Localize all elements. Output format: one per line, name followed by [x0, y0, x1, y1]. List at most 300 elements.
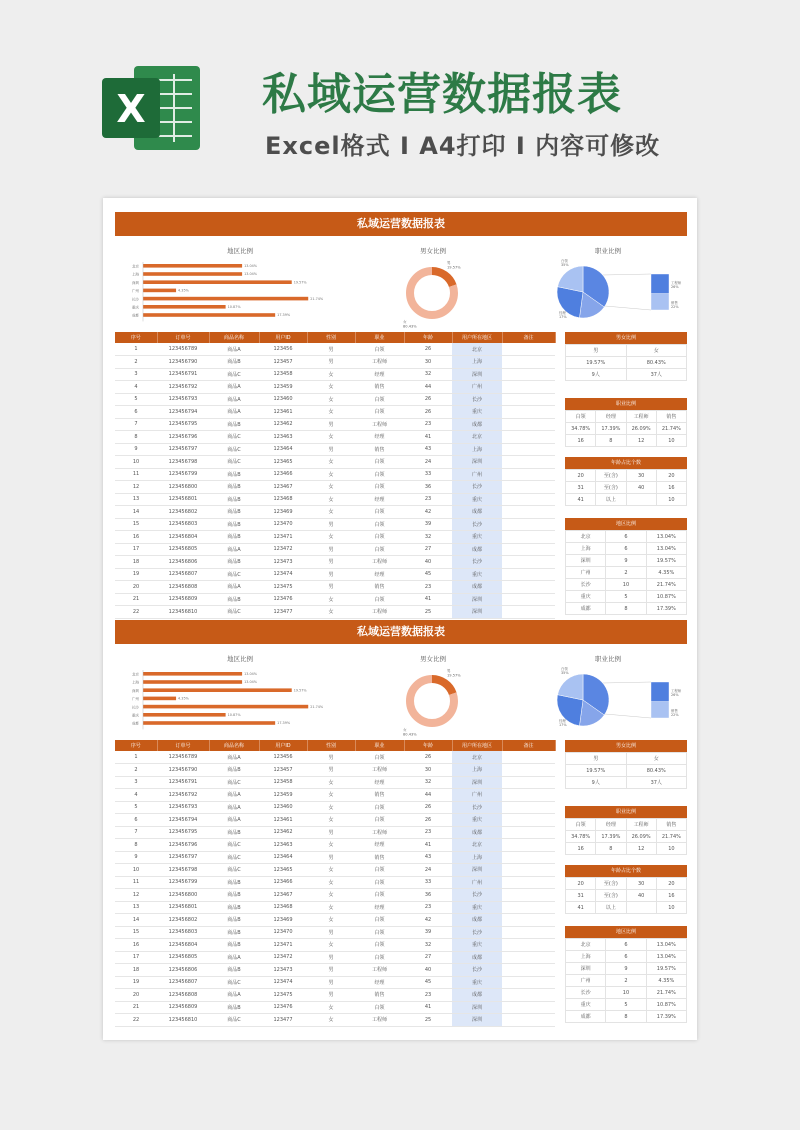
- table-cell: 商品C: [209, 839, 259, 852]
- table-cell: 123456803: [157, 926, 209, 939]
- table-cell: 123463: [259, 431, 307, 444]
- region-summary-cell: 8: [606, 603, 646, 615]
- table-cell: 123476: [259, 1001, 307, 1014]
- table-cell: 25: [404, 1014, 452, 1027]
- table-cell: 33: [404, 468, 452, 481]
- age-summary-row: [566, 482, 687, 494]
- region-bar-value-label: 19.57%: [293, 688, 307, 693]
- table-cell: 深圳: [452, 456, 502, 469]
- job-pie-chart: [555, 256, 695, 326]
- table-cell: 白领: [355, 468, 404, 481]
- table-cell: 40: [404, 556, 452, 569]
- table-cell: 26: [404, 801, 452, 814]
- column-header: 年龄: [404, 740, 452, 751]
- region-summary-row: [566, 987, 687, 999]
- column-header: 序号: [115, 740, 157, 751]
- table-cell: 上海: [452, 356, 502, 369]
- table-cell: 123456794: [157, 406, 209, 419]
- table-cell: 123464: [259, 851, 307, 864]
- gender-summary-cell: 9人: [566, 777, 627, 789]
- region-summary-cell: 2: [606, 567, 646, 579]
- region-summary-cell: 北京: [566, 939, 606, 951]
- region-bar-value-label: 13.04%: [244, 672, 258, 676]
- table-cell: 123456796: [157, 431, 209, 444]
- table-cell: 123456810: [157, 1014, 209, 1027]
- table-cell: 商品B: [209, 826, 259, 839]
- region-chart-title: 地区比例: [227, 247, 253, 255]
- table-cell: [502, 418, 555, 431]
- job-pie-value-label: 17%: [559, 723, 567, 727]
- table-cell: 123468: [259, 901, 307, 914]
- table-cell: 6: [115, 406, 157, 419]
- age-summary-cell: 16: [656, 890, 686, 902]
- table-cell: [502, 356, 555, 369]
- gender-donut-chart: [397, 666, 467, 736]
- table-cell: 男: [307, 826, 355, 839]
- region-bar-value-label: 21.74%: [310, 296, 324, 301]
- table-cell: 123463: [259, 839, 307, 852]
- age-summary-cell: 以上: [596, 494, 626, 506]
- table-cell: 白领: [355, 531, 404, 544]
- table-cell: 32: [404, 939, 452, 952]
- table-cell: 商品A: [209, 406, 259, 419]
- region-summary-title: 地区比例: [565, 926, 687, 938]
- table-cell: [502, 976, 555, 989]
- table-cell: 商品C: [209, 1014, 259, 1027]
- table-cell: 36: [404, 889, 452, 902]
- age-summary-cell: 16: [656, 482, 686, 494]
- age-summary-row: [566, 878, 687, 890]
- table-row: [115, 776, 555, 789]
- job-pie-value-label: 35%: [561, 671, 569, 675]
- region-summary-cell: 13.04%: [646, 543, 686, 555]
- table-cell: 工程师: [355, 606, 404, 619]
- table-cell: 重庆: [452, 939, 502, 952]
- table-cell: 商品C: [209, 568, 259, 581]
- table-cell: 123456800: [157, 481, 209, 494]
- job-summary-row: [566, 423, 687, 435]
- region-summary-cell: 广州: [566, 567, 606, 579]
- job-pie-value-label: 17%: [559, 315, 567, 319]
- table-cell: 白领: [355, 406, 404, 419]
- job-summary-row: [566, 411, 687, 423]
- job-pie-category-label: 工程师: [671, 689, 682, 693]
- age-summary-cell: 41: [566, 902, 596, 914]
- table-cell: [502, 368, 555, 381]
- table-cell: [502, 864, 555, 877]
- table-cell: 123456801: [157, 493, 209, 506]
- table-cell: 32: [404, 368, 452, 381]
- table-cell: [502, 468, 555, 481]
- region-summary-cell: 21.74%: [646, 579, 686, 591]
- age-summary-row: [566, 902, 687, 914]
- region-summary-cell: 成都: [566, 1011, 606, 1023]
- region-summary-row: [566, 1011, 687, 1023]
- region-bar: [143, 680, 242, 684]
- table-cell: 123456801: [157, 901, 209, 914]
- gender-donut-category-label: 男: [447, 669, 451, 673]
- table-row: [115, 381, 555, 394]
- job-summary-cell: 白领: [566, 411, 596, 423]
- gender-summary-cell: 女: [626, 345, 687, 357]
- table-row: [115, 568, 555, 581]
- table-cell: 销售: [355, 989, 404, 1002]
- region-summary-cell: 9: [606, 963, 646, 975]
- column-header: 商品名称: [209, 332, 259, 343]
- region-summary-cell: 13.04%: [646, 951, 686, 963]
- table-cell: [502, 751, 555, 764]
- table-row: [115, 939, 555, 952]
- table-cell: [502, 481, 555, 494]
- table-cell: 女: [307, 839, 355, 852]
- table-cell: 14: [115, 506, 157, 519]
- region-summary-cell: 8: [606, 1011, 646, 1023]
- table-cell: 123475: [259, 581, 307, 594]
- table-cell: 女: [307, 939, 355, 952]
- table-cell: 123466: [259, 468, 307, 481]
- table-cell: 123474: [259, 568, 307, 581]
- table-cell: 30: [404, 764, 452, 777]
- age-summary-row: [566, 494, 687, 506]
- region-bar-value-label: 13.04%: [244, 680, 258, 685]
- gender-summary-table: [565, 332, 687, 381]
- table-cell: 长沙: [452, 393, 502, 406]
- table-cell: 123471: [259, 531, 307, 544]
- column-header: 职业: [355, 332, 404, 343]
- table-cell: 女: [307, 531, 355, 544]
- table-cell: 商品C: [209, 368, 259, 381]
- region-bar-value-label: 4.35%: [178, 288, 189, 293]
- table-cell: 女: [307, 876, 355, 889]
- table-cell: 商品C: [209, 443, 259, 456]
- column-header: 备注: [502, 332, 555, 343]
- table-cell: 123459: [259, 789, 307, 802]
- gender-donut-value-label: 19.57%: [447, 673, 461, 678]
- table-cell: 成都: [452, 826, 502, 839]
- table-cell: 重庆: [452, 976, 502, 989]
- table-cell: 23: [404, 493, 452, 506]
- table-cell: 女: [307, 506, 355, 519]
- table-cell: 42: [404, 506, 452, 519]
- table-cell: [502, 343, 555, 356]
- region-summary-cell: 21.74%: [646, 987, 686, 999]
- region-summary-row: [566, 567, 687, 579]
- table-cell: 白领: [355, 393, 404, 406]
- table-cell: 女: [307, 481, 355, 494]
- table-cell: 19: [115, 976, 157, 989]
- table-cell: 2: [115, 356, 157, 369]
- job-summary-title: 职业比例: [565, 806, 687, 818]
- table-cell: 女: [307, 901, 355, 914]
- gender-donut-category-label: 男: [447, 261, 451, 265]
- table-cell: 商品A: [209, 543, 259, 556]
- table-cell: 4: [115, 789, 157, 802]
- table-cell: 123456806: [157, 556, 209, 569]
- table-cell: 123456798: [157, 456, 209, 469]
- table-cell: 123456795: [157, 418, 209, 431]
- table-cell: 123477: [259, 606, 307, 619]
- table-cell: 商品C: [209, 864, 259, 877]
- job-summary-cell: 16: [566, 435, 596, 447]
- table-cell: 17: [115, 543, 157, 556]
- table-cell: 女: [307, 368, 355, 381]
- region-bar-value-label: 17.39%: [277, 721, 291, 726]
- table-cell: 26: [404, 343, 452, 356]
- age-summary-cell: 20: [566, 878, 596, 890]
- report-block: [115, 620, 687, 1028]
- table-cell: 销售: [355, 851, 404, 864]
- job-chart-title: 职业比例: [595, 655, 621, 663]
- table-cell: [502, 493, 555, 506]
- gender-donut-value-label: 80.43%: [403, 324, 417, 328]
- table-cell: 123465: [259, 456, 307, 469]
- table-cell: 45: [404, 976, 452, 989]
- table-cell: [502, 839, 555, 852]
- job-pie-category-label: 经理: [559, 719, 566, 723]
- table-cell: 经理: [355, 368, 404, 381]
- table-cell: 长沙: [452, 518, 502, 531]
- hero-header: [0, 0, 800, 190]
- region-bar-value-label: 4.35%: [178, 696, 189, 701]
- table-cell: 24: [404, 864, 452, 877]
- table-cell: 经理: [355, 568, 404, 581]
- age-summary-cell: 31: [566, 890, 596, 902]
- table-cell: 女: [307, 606, 355, 619]
- region-summary-cell: 成都: [566, 603, 606, 615]
- table-cell: 10: [115, 456, 157, 469]
- age-summary-cell: 20: [566, 470, 596, 482]
- table-cell: 16: [115, 531, 157, 544]
- table-cell: 工程师: [355, 556, 404, 569]
- table-cell: 123473: [259, 964, 307, 977]
- region-bar-value-label: 10.87%: [227, 305, 241, 309]
- table-cell: 11: [115, 876, 157, 889]
- region-summary-cell: 19.57%: [646, 963, 686, 975]
- table-cell: 123465: [259, 864, 307, 877]
- table-cell: 123459: [259, 381, 307, 394]
- table-row: [115, 456, 555, 469]
- age-summary-cell: 10: [656, 494, 686, 506]
- region-summary-row: [566, 591, 687, 603]
- table-cell: 商品C: [209, 606, 259, 619]
- table-cell: 重庆: [452, 493, 502, 506]
- table-cell: 123468: [259, 493, 307, 506]
- job-summary-cell: 12: [626, 843, 656, 855]
- table-cell: 工程师: [355, 826, 404, 839]
- table-row: [115, 468, 555, 481]
- table-cell: 白领: [355, 481, 404, 494]
- job-summary-cell: 17.39%: [596, 423, 626, 435]
- table-cell: 商品B: [209, 889, 259, 902]
- column-header: 用户所在地区: [452, 332, 502, 343]
- table-cell: 深圳: [452, 606, 502, 619]
- table-cell: 长沙: [452, 481, 502, 494]
- table-cell: 21: [115, 1001, 157, 1014]
- table-cell: 商品B: [209, 468, 259, 481]
- region-bar: [143, 672, 242, 676]
- job-pie-stack-bar: [651, 274, 669, 294]
- gender-summary-cell: 9人: [566, 369, 627, 381]
- job-summary-cell: 销售: [656, 411, 686, 423]
- age-summary-cell: 20: [656, 878, 686, 890]
- region-bar-category-label: 长沙: [131, 297, 139, 302]
- gender-summary-cell: 80.43%: [626, 765, 687, 777]
- table-cell: 商品C: [209, 976, 259, 989]
- table-cell: 123456792: [157, 789, 209, 802]
- table-cell: 123456: [259, 751, 307, 764]
- table-cell: 19: [115, 568, 157, 581]
- age-summary-cell: 30: [626, 878, 656, 890]
- table-cell: 26: [404, 814, 452, 827]
- table-row: [115, 889, 555, 902]
- table-cell: 123474: [259, 976, 307, 989]
- table-cell: 123476: [259, 593, 307, 606]
- table-cell: 商品B: [209, 556, 259, 569]
- table-cell: 广州: [452, 876, 502, 889]
- job-pie-value-label: 26%: [671, 693, 679, 697]
- hero-title: 私域运营数据报表: [262, 69, 622, 120]
- table-cell: 经理: [355, 901, 404, 914]
- table-cell: 123456807: [157, 976, 209, 989]
- job-summary-cell: 17.39%: [596, 831, 626, 843]
- job-pie-category-label: 经理: [559, 311, 566, 315]
- table-cell: 上海: [452, 764, 502, 777]
- table-cell: 36: [404, 481, 452, 494]
- gender-summary-cell: 男: [566, 345, 627, 357]
- gender-summary-cell: 37人: [626, 777, 687, 789]
- table-cell: 22: [115, 606, 157, 619]
- table-cell: 工程师: [355, 418, 404, 431]
- gender-summary-cell: 80.43%: [626, 357, 687, 369]
- age-summary-cell: 至(含): [596, 482, 626, 494]
- table-cell: 广州: [452, 789, 502, 802]
- table-cell: 长沙: [452, 889, 502, 902]
- table-row: [115, 989, 555, 1002]
- table-cell: 工程师: [355, 1014, 404, 1027]
- region-summary-table: [565, 518, 687, 615]
- region-summary-cell: 深圳: [566, 963, 606, 975]
- table-cell: [502, 951, 555, 964]
- table-cell: 23: [404, 826, 452, 839]
- table-cell: 白领: [355, 914, 404, 927]
- region-summary-cell: 上海: [566, 543, 606, 555]
- table-cell: 男: [307, 356, 355, 369]
- region-bar-value-label: 17.39%: [277, 313, 291, 318]
- table-cell: [502, 556, 555, 569]
- table-row: [115, 518, 555, 531]
- column-header: 职业: [355, 740, 404, 751]
- table-cell: 女: [307, 381, 355, 394]
- table-cell: 20: [115, 989, 157, 1002]
- table-cell: 26: [404, 406, 452, 419]
- table-cell: 123456808: [157, 581, 209, 594]
- region-bar-category-label: 重庆: [131, 305, 139, 310]
- table-cell: 男: [307, 951, 355, 964]
- region-bar-category-label: 成都: [131, 721, 139, 726]
- table-cell: 商品A: [209, 989, 259, 1002]
- table-cell: [502, 581, 555, 594]
- age-summary-table: [565, 865, 687, 914]
- job-summary-cell: 经理: [596, 819, 626, 831]
- region-bar: [143, 280, 292, 284]
- region-summary-cell: 重庆: [566, 999, 606, 1011]
- table-cell: [502, 443, 555, 456]
- table-cell: 成都: [452, 506, 502, 519]
- table-cell: [502, 889, 555, 902]
- table-row: [115, 356, 555, 369]
- table-cell: 女: [307, 776, 355, 789]
- table-row: [115, 926, 555, 939]
- table-cell: 白领: [355, 864, 404, 877]
- table-cell: 商品A: [209, 343, 259, 356]
- table-cell: 商品B: [209, 531, 259, 544]
- table-cell: 重庆: [452, 531, 502, 544]
- table-cell: 7: [115, 418, 157, 431]
- region-bar-value-label: 21.74%: [310, 704, 324, 709]
- job-summary-cell: 白领: [566, 819, 596, 831]
- table-cell: [502, 456, 555, 469]
- table-cell: [502, 606, 555, 619]
- table-row: [115, 1014, 555, 1027]
- region-summary-cell: 10.87%: [646, 999, 686, 1011]
- table-cell: 白领: [355, 506, 404, 519]
- age-summary-cell: 20: [656, 470, 686, 482]
- column-header: 性别: [307, 332, 355, 343]
- table-row: [115, 851, 555, 864]
- region-summary-row: [566, 603, 687, 615]
- table-row: [115, 443, 555, 456]
- table-cell: 男: [307, 568, 355, 581]
- table-cell: 123475: [259, 989, 307, 1002]
- region-bar-category-label: 广州: [131, 289, 139, 294]
- job-summary-table: [565, 806, 687, 855]
- table-row: [115, 901, 555, 914]
- table-cell: 41: [404, 1001, 452, 1014]
- table-cell: 23: [404, 418, 452, 431]
- table-cell: 15: [115, 926, 157, 939]
- orders-table: [115, 332, 556, 619]
- region-summary-table: [565, 926, 687, 1023]
- region-summary-row: [566, 939, 687, 951]
- table-header-row: [115, 740, 555, 751]
- table-cell: 深圳: [452, 368, 502, 381]
- table-cell: 商品B: [209, 926, 259, 939]
- region-bar-category-label: 北京: [131, 672, 139, 677]
- table-cell: 女: [307, 468, 355, 481]
- region-summary-cell: 上海: [566, 951, 606, 963]
- job-summary-row: [566, 831, 687, 843]
- table-cell: 成都: [452, 543, 502, 556]
- age-summary-cell: [626, 494, 656, 506]
- table-cell: 123461: [259, 814, 307, 827]
- table-cell: 39: [404, 518, 452, 531]
- region-summary-cell: 6: [606, 951, 646, 963]
- table-cell: 长沙: [452, 964, 502, 977]
- table-cell: 销售: [355, 381, 404, 394]
- region-bar: [143, 305, 226, 309]
- orders-table: [115, 740, 556, 1027]
- table-row: [115, 418, 555, 431]
- region-summary-cell: 4.35%: [646, 975, 686, 987]
- table-cell: 41: [404, 431, 452, 444]
- table-header-row: [115, 332, 555, 343]
- region-bar: [143, 697, 176, 701]
- table-cell: 成都: [452, 418, 502, 431]
- table-cell: 123470: [259, 518, 307, 531]
- table-cell: 女: [307, 789, 355, 802]
- region-summary-cell: 19.57%: [646, 555, 686, 567]
- table-row: [115, 506, 555, 519]
